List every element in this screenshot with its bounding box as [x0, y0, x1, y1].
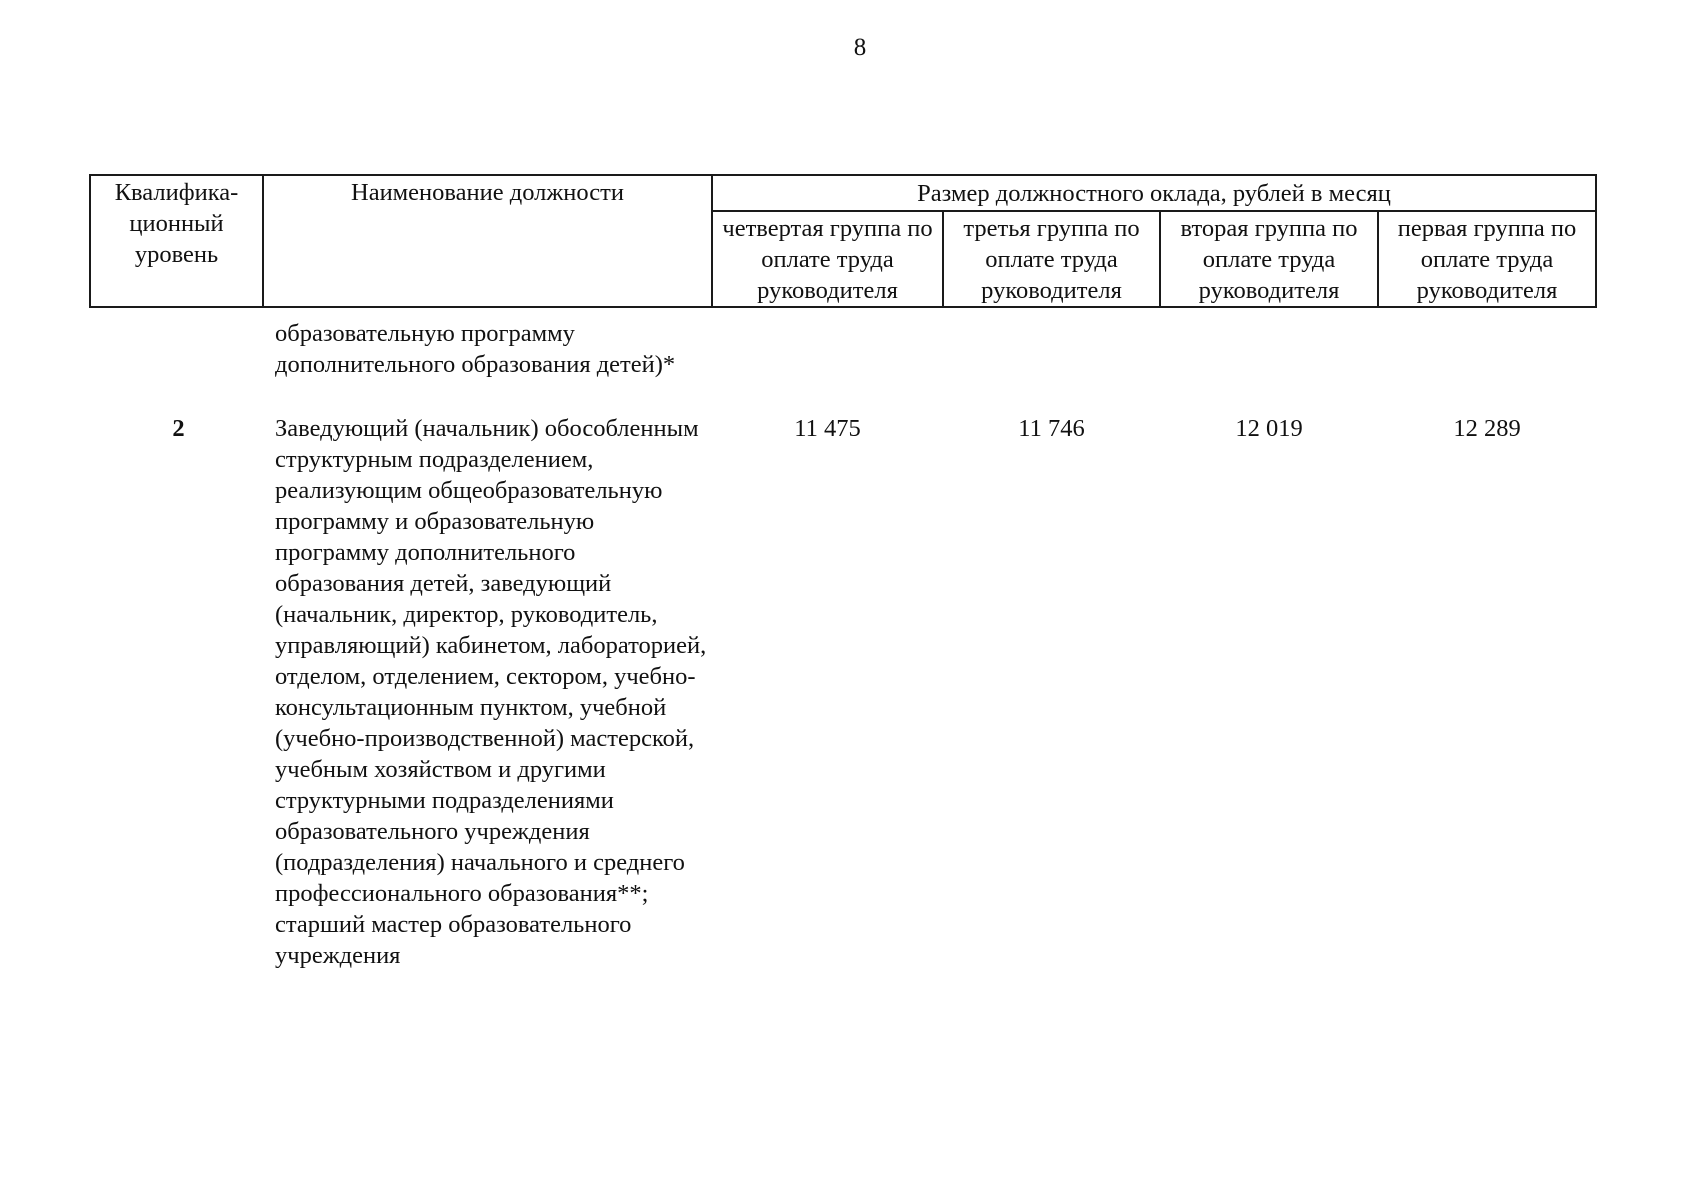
- table-header-row: [90, 175, 1596, 211]
- row-position-name: образовательную программу дополнительного образования детей)*: [275, 320, 676, 378]
- header-group-1: первая группа по оплате труда руководителя: [1378, 211, 1596, 307]
- row-salary-group-3: [943, 307, 1160, 413]
- row-salary-group-1: 12 289: [1453, 415, 1521, 442]
- header-group-2: вторая группа по оплате труда руководителя: [1160, 211, 1378, 307]
- row-salary-group-2: [1160, 307, 1378, 413]
- row-salary-group-3: 11 746: [1018, 415, 1085, 442]
- salary-table: [89, 174, 1597, 971]
- header-salary-size: Размер должностного оклада, рублей в месяц: [712, 175, 1596, 211]
- row-salary-group-2: 12 019: [1235, 415, 1303, 442]
- table-row-continued: [90, 307, 1596, 413]
- row-position-name: Заведующий (начальник) обособленным структурным подразделением, реализующим общеобразовательную программу и образовательную программу дополнительного образования детей, заведующий (начальник, директор, руководитель, управляющий) кабинетом, лабораторией, отделом, отделением, сектором, учебно-консультационным пунктом, учебной (учебно-производственной) мастерской, учебным хозяйством и другими структурными подразделениями образовательного учреждения (подразделения) начального и среднего профессионального образования**; старший мастер образовательного учреждения: [275, 415, 707, 969]
- header-group-4: четвертая группа по оплате труда руководителя: [712, 211, 943, 307]
- header-qualification-level: Квалифика-ционный уровень: [90, 175, 263, 307]
- header-position-name: Наименование должности: [263, 175, 712, 307]
- page-number: 8: [853, 34, 867, 61]
- row-level: [90, 307, 263, 413]
- row-salary-group-4: [712, 307, 943, 413]
- row-salary-group-4: 11 475: [794, 415, 861, 442]
- row-salary-group-1: [1378, 307, 1596, 413]
- table-row-level-2: [90, 413, 1596, 971]
- header-group-3: третья группа по оплате труда руководителя: [943, 211, 1160, 307]
- row-level: 2: [172, 415, 185, 442]
